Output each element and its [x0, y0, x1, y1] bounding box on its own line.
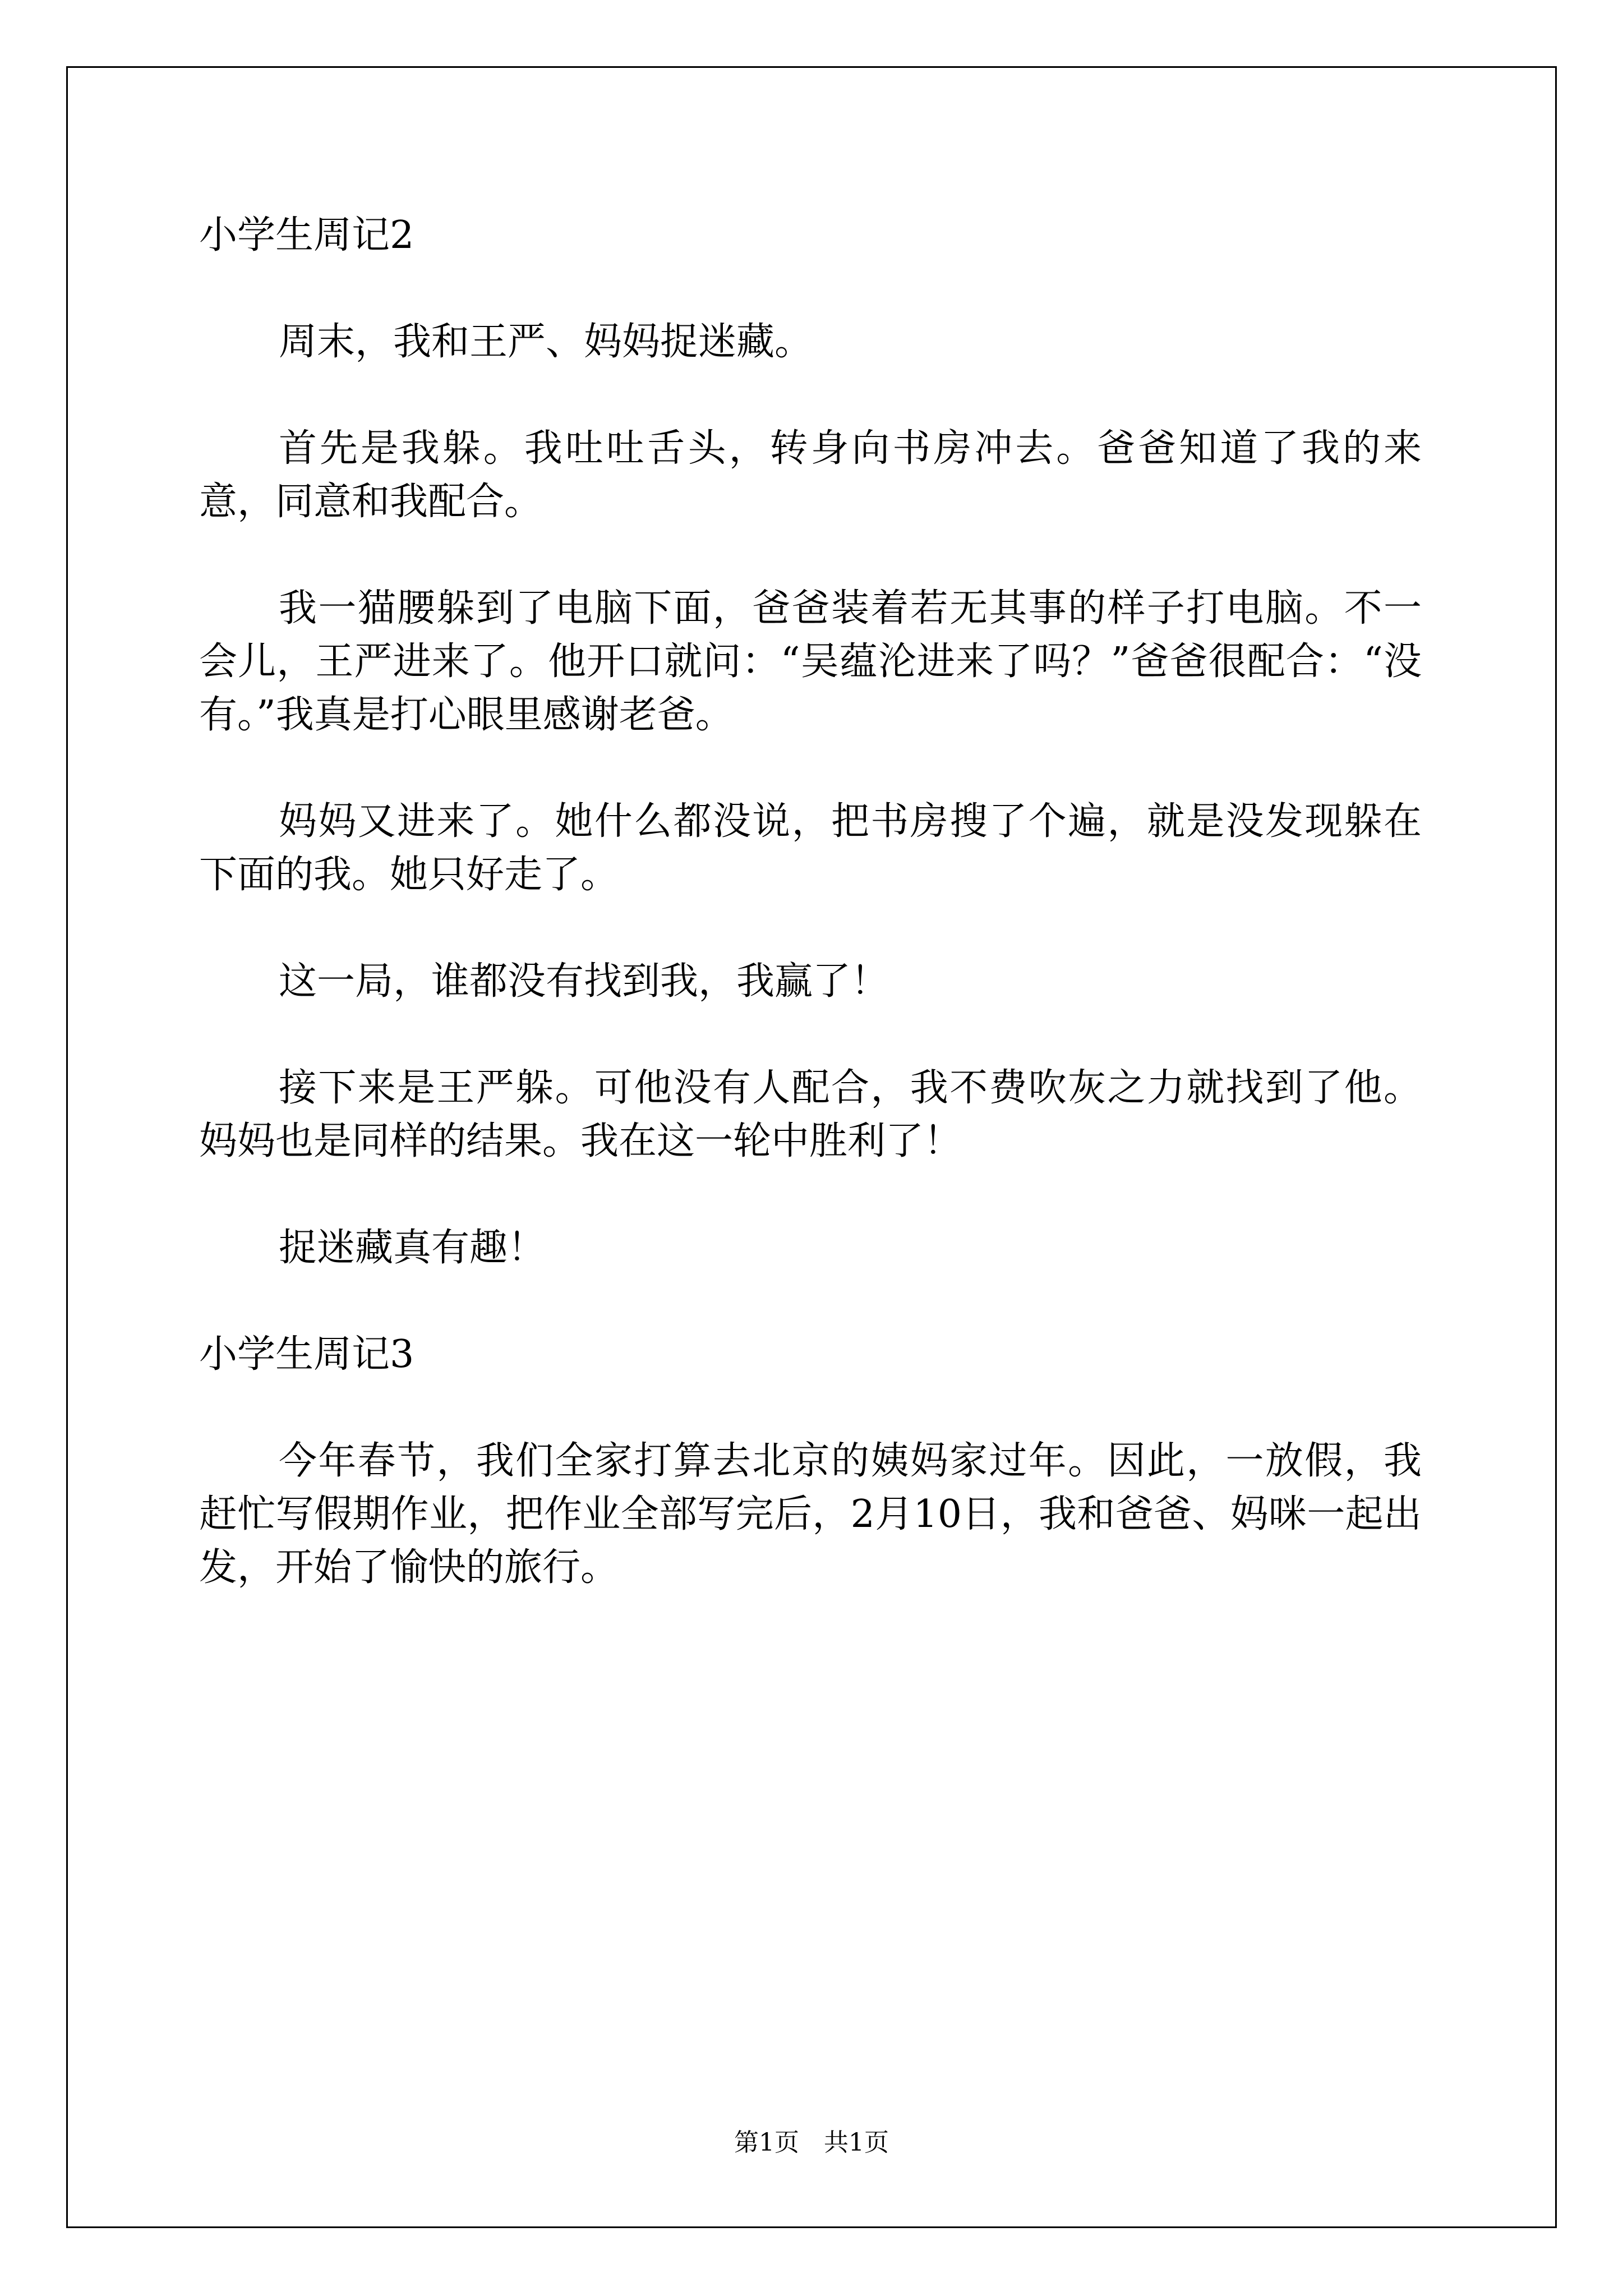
paragraph: 周末，我和王严、妈妈捉迷藏。 [279, 320, 813, 364]
paragraph: 这一局，谁都没有找到我，我赢了！ [279, 959, 889, 1004]
document-body [199, 209, 1422, 1648]
paragraph: 妈妈又进来了。她什么都没说，把书房搜了个遍，就是没发现躲在下面的我。她只好走了。 [199, 799, 1422, 897]
paragraph: 接下来是王严躲。可他没有人配合，我不费吹灰之力就找到了他。妈妈也是同样的结果。我在这一轮中胜利了！ [199, 1066, 1422, 1163]
page-footer: 第1页 共1页 [734, 2128, 889, 2157]
paragraph: 我一猫腰躲到了电脑下面，爸爸装着若无其事的样子打电脑。不一会儿，王严进来了。他开口就问：“吴蕴沦进来了吗？”爸爸很配合：“没有。”我真是打心眼里感谢老爸。 [199, 586, 1422, 737]
paragraph: 首先是我躲。我吐吐舌头，转身向书房冲去。爸爸知道了我的来意，同意和我配合。 [199, 426, 1422, 524]
section-heading: 小学生周记3 [199, 1332, 414, 1377]
paragraph: 今年春节，我们全家打算去北京的姨妈家过年。因此，一放假，我赶忙写假期作业，把作业全部写完后，2月10日，我和爸爸、妈咪一起出发，开始了愉快的旅行。 [199, 1439, 1422, 1590]
paragraph: 捉迷藏真有趣！ [279, 1226, 546, 1270]
section-heading: 小学生周记2 [199, 213, 414, 257]
